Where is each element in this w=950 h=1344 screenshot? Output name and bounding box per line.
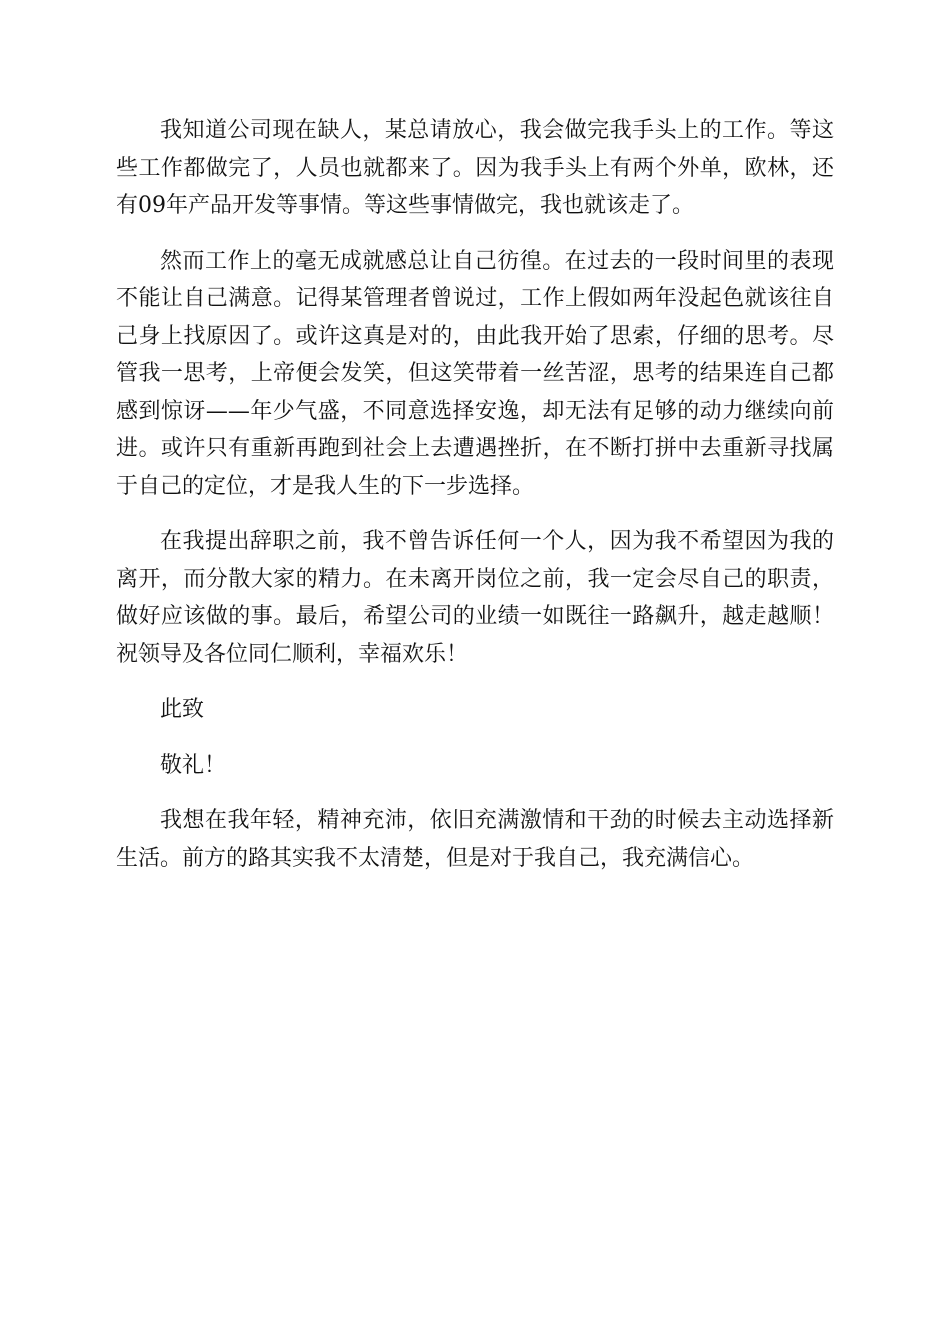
paragraph-workload: 我知道公司现在缺人，某总请放心，我会做完我手头上的工作。等这些工作都做完了，人员也就都来了。因为我手头上有两个外单，欧林，还有09年产品开发等事情。等这些事情做完，我也就该走了。 <box>116 118 834 218</box>
document-body <box>116 112 834 877</box>
paragraph-farewell: 在我提出辞职之前，我不曾告诉任何一个人，因为我不希望因为我的离开，而分散大家的精力。在未离开岗位之前，我一定会尽自己的职责，做好应该做的事。最后，希望公司的业绩一如既往一路飙升，越走越顺！祝领导及各位同仁顺利，幸福欢乐！ <box>116 529 834 667</box>
paragraph-reflection: 然而工作上的毫无成就感总让自己彷徨。在过去的一段时间里的表现不能让自己满意。记得某管理者曾说过，工作上假如两年没起色就该往自己身上找原因了。或许这真是对的，由此我开始了思索，仔细的思考。尽管我一思考，上帝便会发笑，但这笑带着一丝苦涩，思考的结果连自己都感到惊讶——年少气盛，不同意选择安逸，却无法有足够的动力继续向前进。或许只有重新再跑到社会上去遭遇挫折，在不断打拼中去重新寻找属于自己的定位，才是我人生的下一步选择。 <box>116 248 834 499</box>
paragraph-new-life: 我想在我年轻，精神充沛，依旧充满激情和干劲的时候去主动选择新生活。前方的路其实我不太清楚，但是对于我自己，我充满信心。 <box>116 808 834 871</box>
closing-regards: 敬礼！ <box>160 752 227 778</box>
closing-salutation: 此致 <box>160 697 205 722</box>
